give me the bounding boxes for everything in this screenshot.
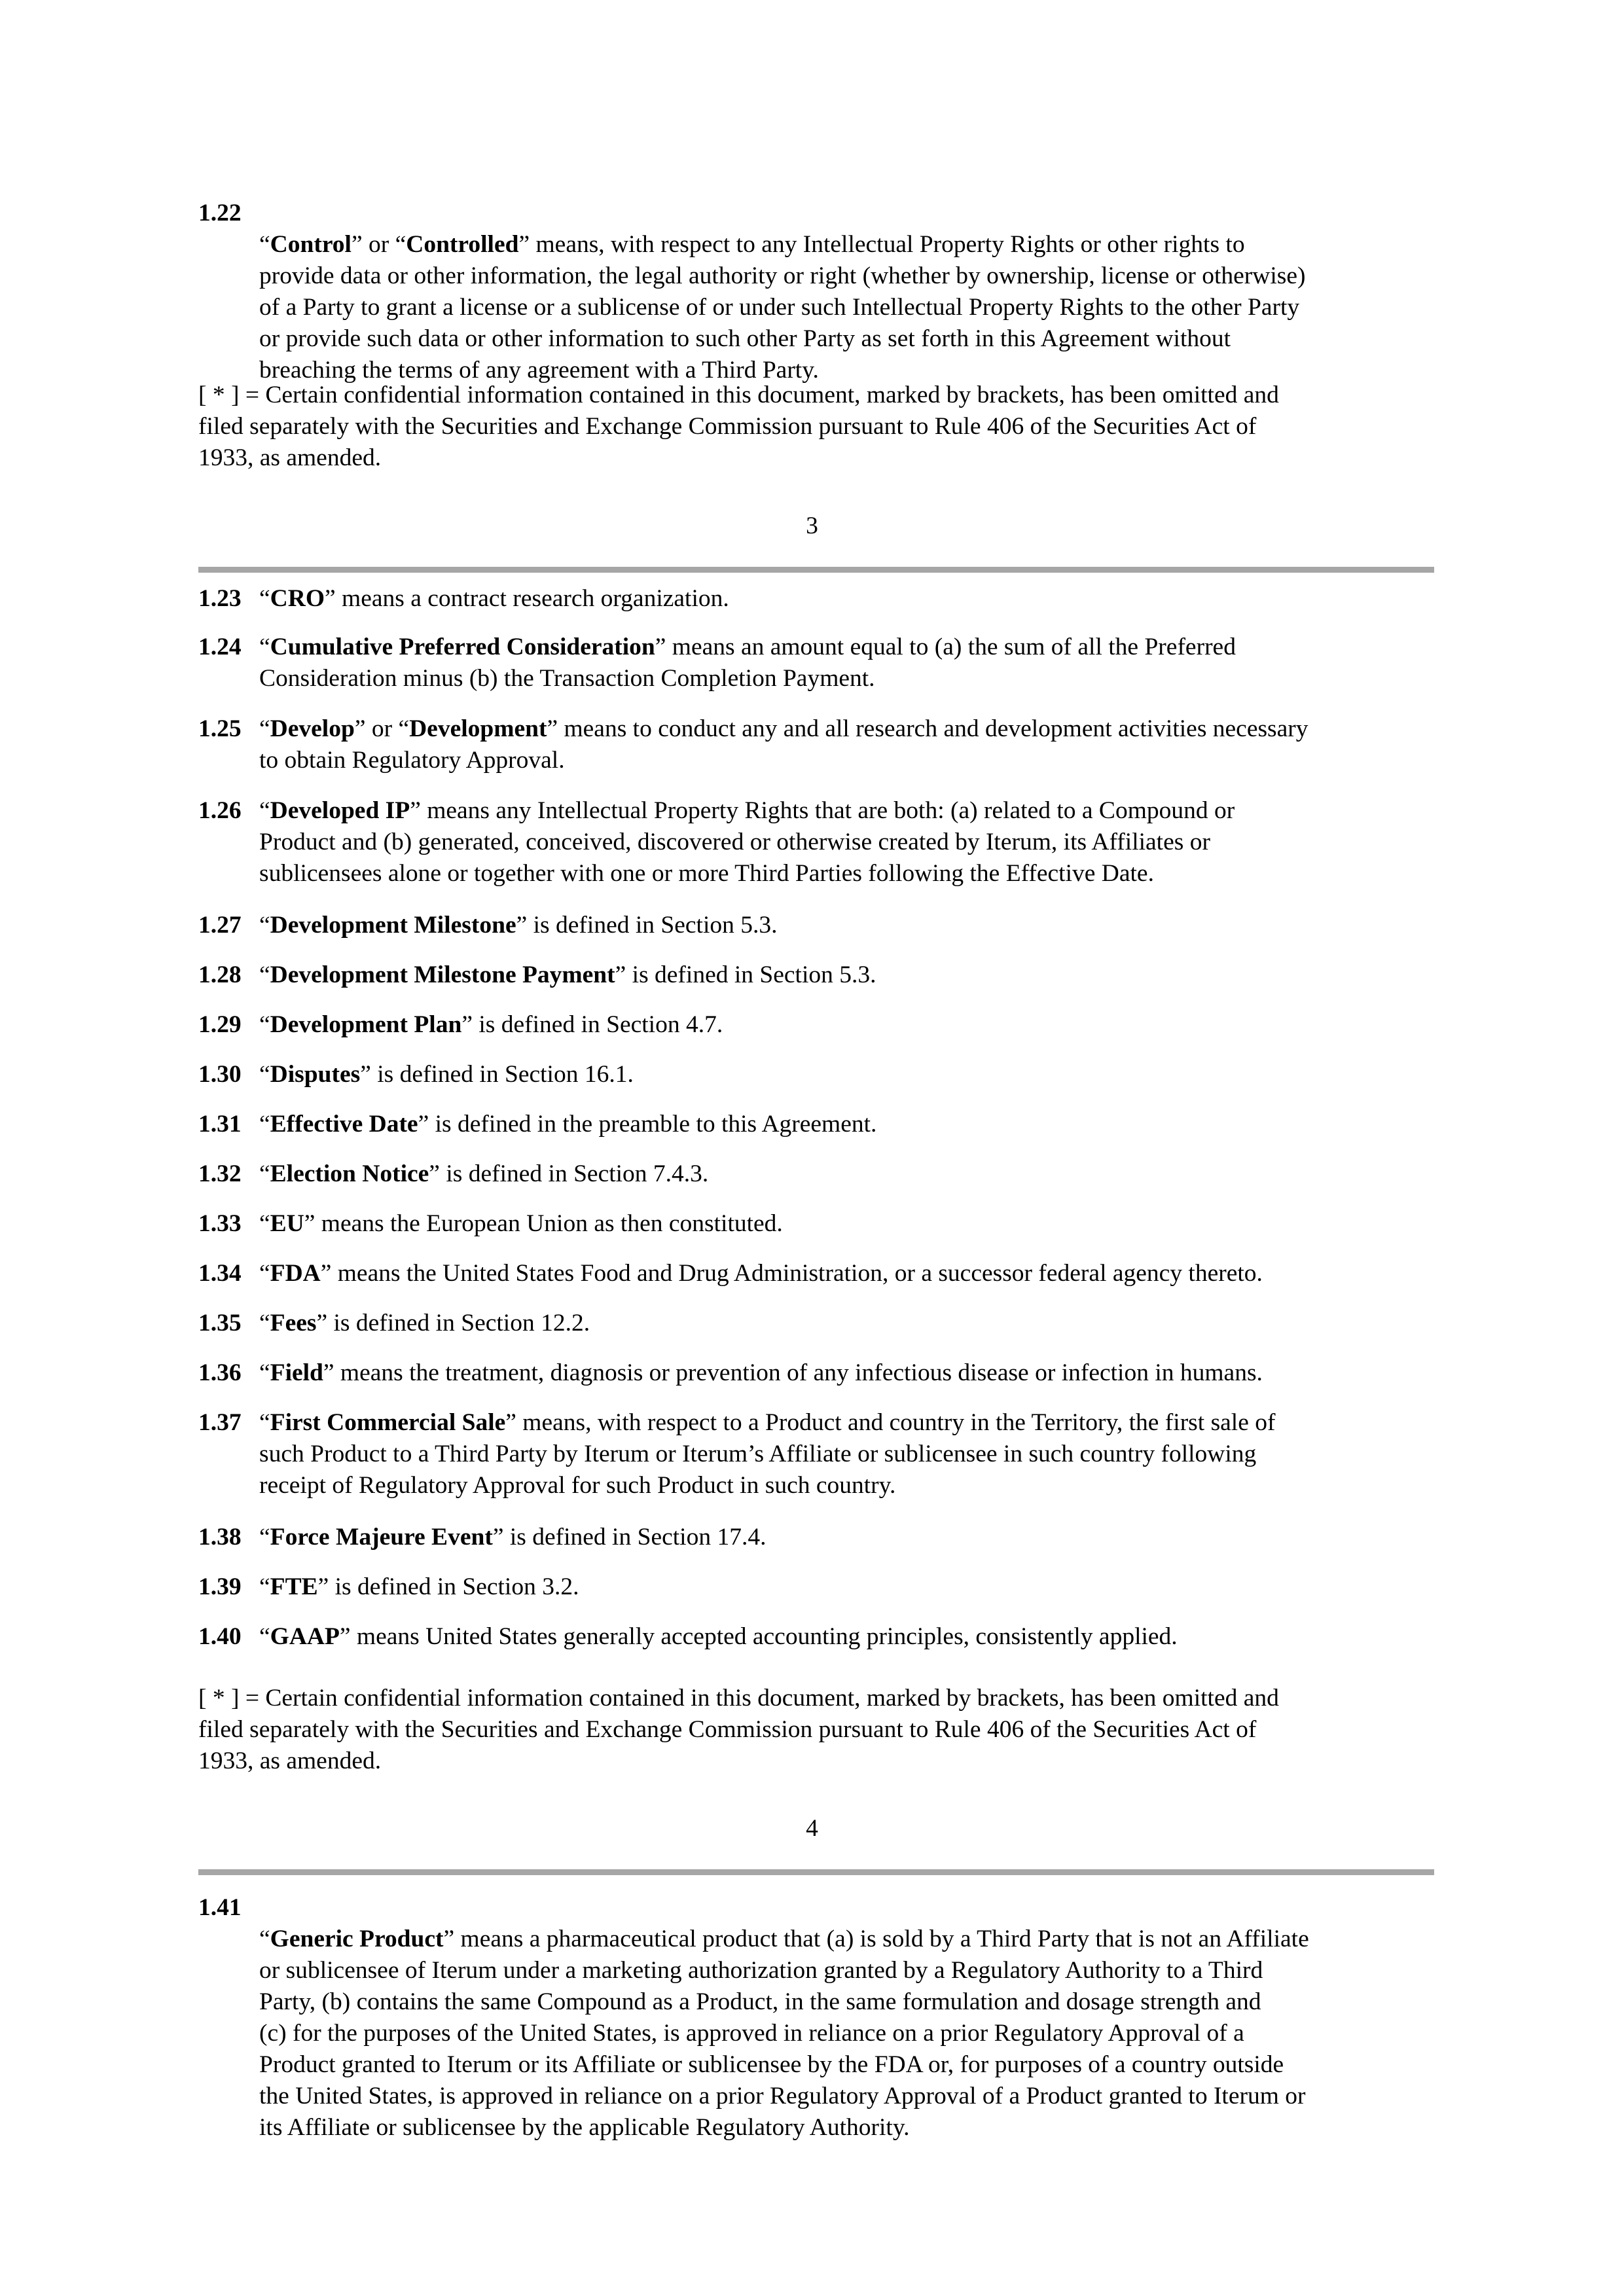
- defined-term: First Commercial Sale: [270, 1409, 506, 1436]
- defined-term: FDA: [270, 1260, 321, 1287]
- definition-text: “Election Notice” is defined in Section 7.4.3.: [259, 1160, 709, 1187]
- definition-text: “Development Plan” is defined in Section 4.7.: [259, 1011, 723, 1038]
- definition-number: 1.26: [198, 797, 242, 824]
- defined-term: Controlled: [406, 231, 519, 258]
- definition-number: 1.23: [198, 585, 242, 612]
- definition-number: 1.29: [198, 1011, 242, 1038]
- defined-term: Development Milestone: [270, 912, 516, 939]
- definition-1-39: [198, 1571, 1442, 1603]
- definition-text: “CRO” means a contract research organization.: [259, 585, 729, 612]
- definition-1-31: [198, 1109, 1442, 1140]
- definition-number: 1.40: [198, 1623, 242, 1650]
- definition-text: “EU” means the European Union as then constituted.: [259, 1210, 783, 1237]
- definition-1-25: [198, 713, 1442, 776]
- definition-text: “Control” or “Controlled” means, with respect to any Intellectual Property Rights or other rights to provide data or other information, the legal authority or right (whether by ownership, license or otherwise) of a Party to grant a license or a sublicense of or under such Intellectual Property Rights to the other Party or provide such data or other information to such other Party as set forth in this Agreement without breaching the terms of any agreement with a Third Party.: [259, 231, 1306, 384]
- definition-1-24: [198, 632, 1442, 694]
- defined-term: Development Milestone Payment: [270, 961, 615, 988]
- defined-term: Force Majeure Event: [270, 1524, 493, 1551]
- definition-text: “GAAP” means United States generally accepted accounting principles, consistently applied.: [259, 1623, 1178, 1650]
- defined-term: Development Plan: [270, 1011, 462, 1038]
- definition-1-34: [198, 1258, 1442, 1289]
- defined-term: CRO: [270, 585, 325, 612]
- defined-term: Disputes: [270, 1061, 361, 1088]
- definition-1-37: [198, 1407, 1442, 1501]
- defined-term: Fees: [270, 1310, 317, 1336]
- definition-text: “Force Majeure Event” is defined in Section 17.4.: [259, 1524, 767, 1551]
- definition-text: “Developed IP” means any Intellectual Property Rights that are both: (a) related to a Compound or Product and (b) generated, conceived, discovered or otherwise created by Iterum, its Affiliates or sublicensees alone or together with one or more Third Parties following the Effective Date.: [259, 797, 1235, 887]
- definition-number: 1.36: [198, 1359, 242, 1386]
- definition-text: “Field” means the treatment, diagnosis or prevention of any infectious disease or infection in humans.: [259, 1359, 1263, 1386]
- definition-1-27: [198, 910, 1442, 941]
- defined-term: Develop: [270, 715, 355, 742]
- defined-term: Cumulative Preferred Consideration: [270, 634, 655, 660]
- defined-term: Generic Product: [270, 1926, 444, 1952]
- definition-text: “FDA” means the United States Food and Drug Administration, or a successor federal agency thereto.: [259, 1260, 1263, 1287]
- defined-term: Control: [270, 231, 352, 258]
- definition-text: “Fees” is defined in Section 12.2.: [259, 1310, 590, 1336]
- definition-text: “Effective Date” is defined in the preamble to this Agreement.: [259, 1111, 877, 1138]
- page-divider: [198, 1869, 1434, 1875]
- definition-1-22: [198, 198, 1442, 386]
- definition-1-35: [198, 1308, 1442, 1339]
- defined-term: FTE: [270, 1573, 318, 1600]
- definition-text: “Disputes” is defined in Section 16.1.: [259, 1061, 634, 1088]
- defined-term: GAAP: [270, 1623, 340, 1650]
- definition-1-41: [198, 1892, 1442, 2144]
- definition-text: “FTE” is defined in Section 3.2.: [259, 1573, 579, 1600]
- definition-number: 1.33: [198, 1210, 242, 1237]
- definition-number: 1.38: [198, 1524, 242, 1551]
- definition-1-28: [198, 960, 1442, 991]
- confidentiality-footnote: [ * ] = Certain confidential information contained in this document, marked by brackets, has been omitted and filed separately with the Securities and Exchange Commission pursuant to Rule 406 of the Securities Act of 1933, as amended.: [198, 382, 1279, 471]
- definition-text: “Cumulative Preferred Consideration” means an amount equal to (a) the sum of all the Preferred Consideration minus (b) the Transaction Completion Payment.: [259, 634, 1236, 692]
- definition-1-23: [198, 583, 1442, 615]
- definition-1-30: [198, 1059, 1442, 1090]
- definition-number: 1.39: [198, 1573, 242, 1600]
- definition-number: 1.27: [198, 912, 242, 939]
- definition-text: “Generic Product” means a pharmaceutical product that (a) is sold by a Third Party that is not an Affiliate or sublicensee of Iterum under a marketing authorization granted by a Regulatory Authority to a Third Party, (b) contains the same Compound as a Product, in the same formulation and dosage strength and (c) for the purposes of the United States, is approved in reliance on a prior Regulatory Approval of a Product granted to Iterum or its Affiliate or sublicensee by the FDA or, for purposes of a country outside the United States, is approved in reliance on a prior Regulatory Approval of a Product granted to Iterum or its Affiliate or sublicensee by the applicable Regulatory Authority.: [259, 1926, 1309, 2141]
- definition-number: 1.30: [198, 1061, 242, 1088]
- definition-number: 1.41: [198, 1894, 242, 1921]
- definition-1-38: [198, 1522, 1442, 1553]
- defined-term: Development: [409, 715, 547, 742]
- defined-term: Field: [270, 1359, 323, 1386]
- definition-number: 1.35: [198, 1310, 242, 1336]
- definition-text: “Development Milestone Payment” is defined in Section 5.3.: [259, 961, 876, 988]
- definition-1-36: [198, 1357, 1442, 1389]
- definition-number: 1.37: [198, 1409, 242, 1436]
- definition-1-29: [198, 1009, 1442, 1041]
- definition-1-26: [198, 795, 1442, 889]
- page-divider: [198, 567, 1434, 573]
- definition-1-33: [198, 1208, 1442, 1240]
- page-number: 4: [806, 1815, 818, 1842]
- definition-1-40: [198, 1621, 1442, 1653]
- confidentiality-footnote: [ * ] = Certain confidential information contained in this document, marked by brackets, has been omitted and filed separately with the Securities and Exchange Commission pursuant to Rule 406 of the Securities Act of 1933, as amended.: [198, 1685, 1279, 1774]
- definition-1-32: [198, 1158, 1442, 1190]
- page-number: 3: [806, 512, 818, 539]
- defined-term: Effective Date: [270, 1111, 418, 1138]
- definition-number: 1.32: [198, 1160, 242, 1187]
- defined-term: EU: [270, 1210, 304, 1237]
- definition-number: 1.25: [198, 715, 242, 742]
- definition-text: “Develop” or “Development” means to conduct any and all research and development activities necessary to obtain Regulatory Approval.: [259, 715, 1308, 774]
- definition-number: 1.24: [198, 634, 242, 660]
- definition-number: 1.34: [198, 1260, 242, 1287]
- definition-number: 1.22: [198, 200, 242, 226]
- defined-term: Developed IP: [270, 797, 410, 824]
- definition-text: “Development Milestone” is defined in Section 5.3.: [259, 912, 778, 939]
- defined-term: Election Notice: [270, 1160, 429, 1187]
- definition-text: “First Commercial Sale” means, with respect to a Product and country in the Territory, the first sale of such Product to a Third Party by Iterum or Iterum’s Affiliate or sublicensee in such country following receipt of Regulatory Approval for such Product in such country.: [259, 1409, 1276, 1499]
- definition-number: 1.31: [198, 1111, 242, 1138]
- definition-number: 1.28: [198, 961, 242, 988]
